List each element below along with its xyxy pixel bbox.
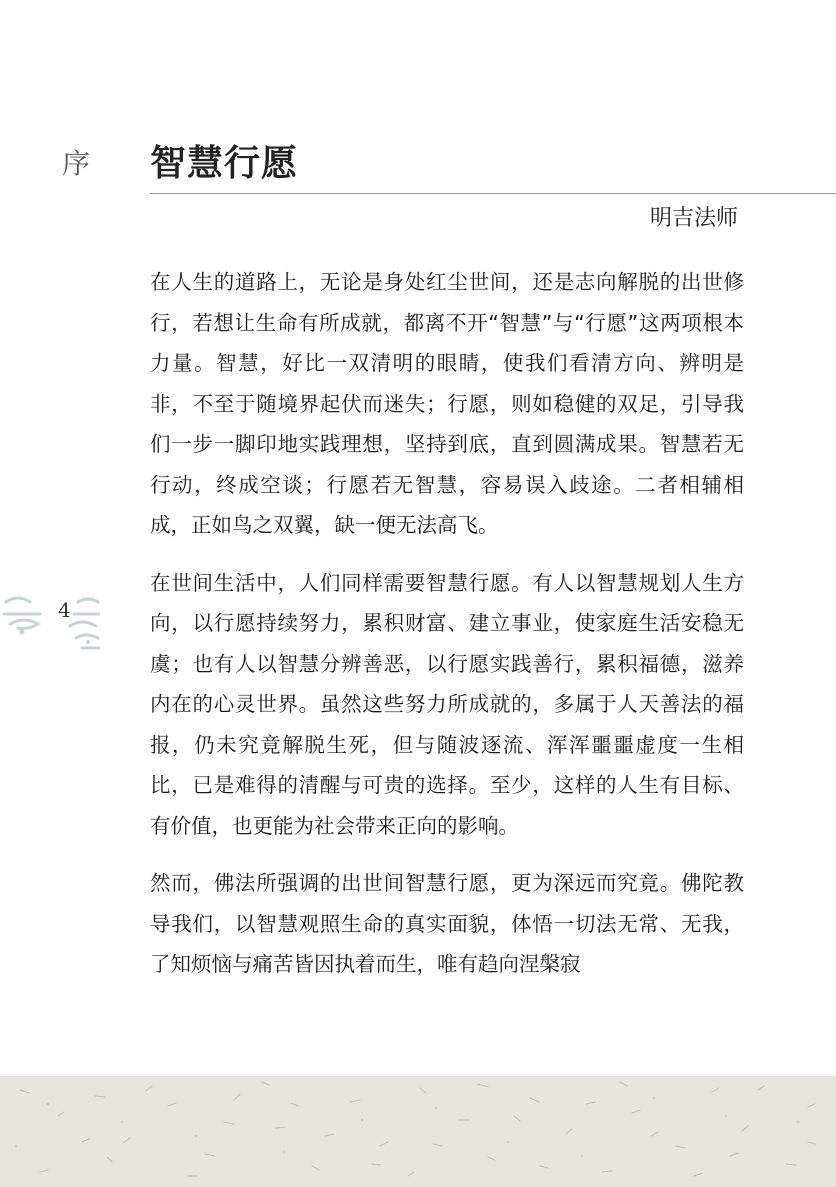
page-title: 智慧行愿 (150, 143, 299, 184)
cloud-ornament-icon (0, 590, 100, 656)
paper-fiber-texture (0, 1076, 836, 1187)
paragraph: 在世间生活中，人们同样需要智慧行愿。有人以智慧规划人生方向，以行愿持续努力，累积财富、建立事业，使家庭生活安稳无虞；也有人以智慧分辨善恶，以行愿实践善行，累积福德，滋养内在的心灵世界。虽然这些努力所成就的，多属于人天善法的福报，仍未究竟解脱生死，但与随波逐流、浑浑噩噩虚度一生相比，已是难得的清醒与可贵的选择。至少，这样的人生有目标、有价值，也更能为社会带来正向的影响。 (150, 570, 744, 838)
paragraph: 然而，佛法所强调的出世间智慧行愿，更为深远而究竟。佛陀教导我们，以智慧观照生命的真实面貌，体悟一切法无常、无我，了知烦恼与痛苦皆因执着而生，唯有趋向涅槃寂 (150, 871, 744, 976)
paragraph: 在人生的道路上，无论是身处红尘世间，还是志向解脱的出世修行，若想让生命有所成就，都离不开“智慧”与“行愿”这两项根本力量。智慧，好比一双清明的眼睛，使我们看清方向、辨明是非，不至于随境界起伏而迷失；行愿，则如稳健的双足，引导我们一步一脚印地实践理想，坚持到底，直到圆满成果。智慧若无行动，终成空谈；行愿若无智慧，容易误入歧途。二者相辅相成，正如鸟之双翼，缺一便无法高飞。 (150, 270, 744, 537)
author-name: 明吉法师 (649, 206, 738, 231)
section-label: 序 (62, 147, 91, 180)
page-number: 4 (58, 598, 71, 622)
title-divider (150, 193, 836, 194)
body-text (150, 262, 744, 1002)
paper-texture-band (0, 1076, 836, 1187)
